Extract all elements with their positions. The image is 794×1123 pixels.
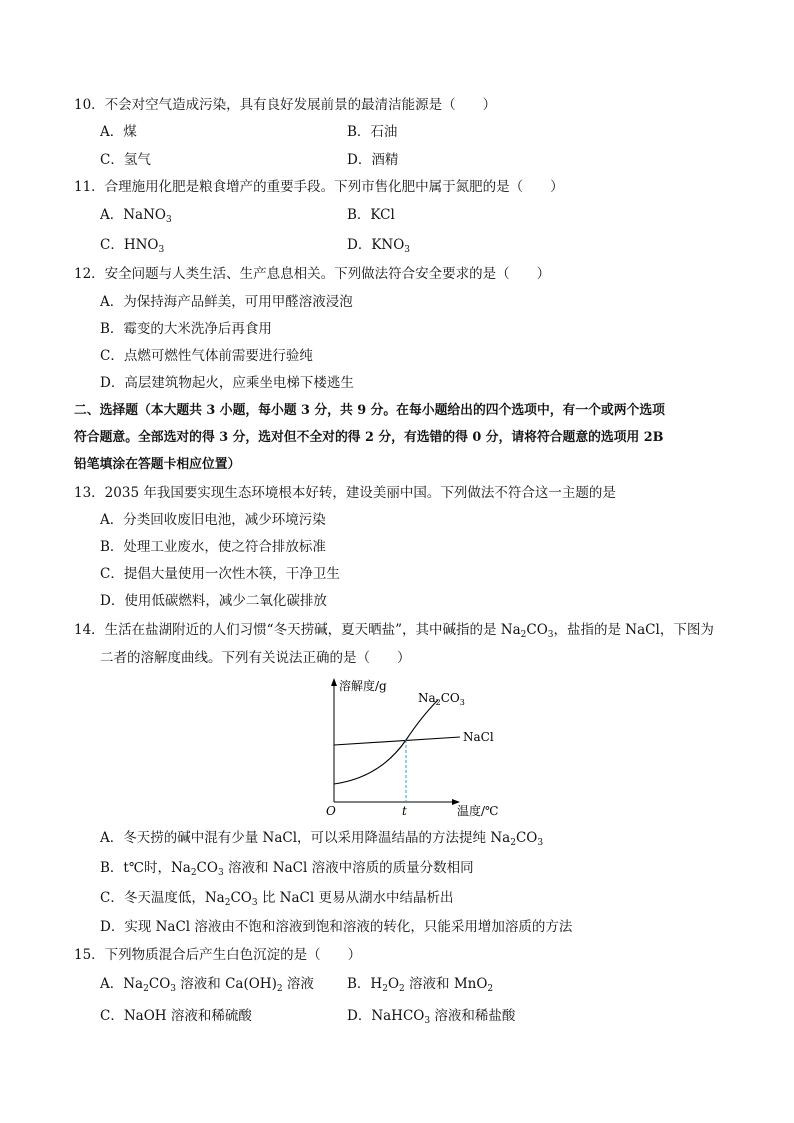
q14-stem-line1: 14．生活在盐湖附近的人们习惯“冬天捞碱，夏天晒盐”，其中碱指的是 $Na_2CO_3$，盐指的是 NaCl，下图为 <box>74 622 714 640</box>
q14-option-a: A．冬天捞的碱中混有少量 NaCl，可以采用降温结晶的方法提纯 $Na_2CO_3$ <box>100 830 544 848</box>
q10-stem: 10．不会对空气造成污染，具有良好发展前景的最清洁能源是（ ） <box>74 97 497 113</box>
q15-option-c: C．NaOH 溶液和稀硫酸 <box>100 1008 252 1024</box>
q14-stem-line2: 二者的溶解度曲线。下列有关说法正确的是（ ） <box>100 650 411 666</box>
q14-option-c: C．冬天温度低，$Na_2CO_3$ 比 NaCl 更易从湖水中结晶析出 <box>100 890 454 908</box>
t-tick-label: t <box>402 804 407 818</box>
q10-option-d: D．酒精 <box>347 152 399 168</box>
q13-option-d: D．使用低碳燃料，减少二氧化碳排放 <box>100 593 327 609</box>
q13-option-b: B．处理工业废水，使之符合排放标准 <box>100 539 326 555</box>
q15-stem: 15．下列物质混合后产生白色沉淀的是（ ） <box>74 947 362 963</box>
q15-option-d: D．NaHCO$_3$ 溶液和稀盐酸 <box>347 1008 516 1026</box>
q12-option-a: A．为保持海产品鲜美，可用甲醛溶液浸泡 <box>100 294 353 310</box>
q10-option-c: C．氢气 <box>100 152 151 168</box>
q13-stem: 13．2035 年我国要实现生态环境根本好转，建设美丽中国。下列做法不符合这一主题的是 <box>74 485 616 501</box>
q11-option-b: B．KCl <box>347 207 395 223</box>
q15-option-a: A．$Na_2CO_3$ 溶液和 $Ca(OH)_2$ 溶液 <box>100 976 314 994</box>
q15-option-b: B．$H_2O_2$ 溶液和 MnO$_2$ <box>347 976 494 994</box>
section-2-line3: 铅笔填涂在答题卡相应位置） <box>74 457 241 472</box>
y-axis-arrow <box>331 678 337 686</box>
nacl-series-label: NaCl <box>463 730 494 744</box>
q11-option-c: C．$HNO_3$ <box>100 237 165 255</box>
nacl-curve <box>334 737 460 745</box>
q11-stem: 11．合理施用化肥是粮食增产的重要手段。下列市售化肥中属于氮肥的是（ ） <box>74 179 564 195</box>
q14-option-b: B．t℃时，$Na_2CO_3$ 溶液和 NaCl 溶液中溶质的质量分数相同 <box>100 860 474 878</box>
q10-option-b: B．石油 <box>347 124 398 140</box>
q12-option-d: D．高层建筑物起火，应乘坐电梯下楼逃生 <box>100 375 354 391</box>
q12-option-b: B．霉变的大米洗净后再食用 <box>100 321 272 337</box>
q14-option-d: D．实现 NaCl 溶液由不饱和溶液到饱和溶液的转化，只能采用增加溶质的方法 <box>100 919 573 935</box>
section-2-title: 二、选择题（本大题共 3 小题，每小题 3 分，共 9 分。在每小题给出的四个选项中，有一个或两个选项 <box>74 403 665 418</box>
q12-stem: 12．安全问题与人类生活、生产息息相关。下列做法符合安全要求的是（ ） <box>74 266 551 282</box>
q13-option-a: A．分类回收废旧电池，减少环境污染 <box>100 512 326 528</box>
q13-option-c: C．提倡大量使用一次性木筷，干净卫生 <box>100 566 340 582</box>
na2co3-series-label: $Na_2CO_3$ <box>418 691 465 707</box>
q10-option-a: A．煤 <box>100 124 137 140</box>
q11-option-d: D．$KNO_3$ <box>347 237 411 255</box>
section-2-line2: 符合题意。全部选对的得 3 分，选对但不全对的得 2 分，有选错的得 0 分，请将符合题意的选项用 2B <box>74 430 664 445</box>
q11-option-a: A．NaNO$_3$ <box>100 207 172 225</box>
solubility-chart <box>318 676 508 821</box>
origin-label: O <box>326 804 336 818</box>
x-axis-label: 温度/℃ <box>457 804 499 818</box>
y-axis-label: 溶解度/g <box>339 679 387 693</box>
q12-option-c: C．点燃可燃性气体前需要进行验纯 <box>100 348 313 364</box>
